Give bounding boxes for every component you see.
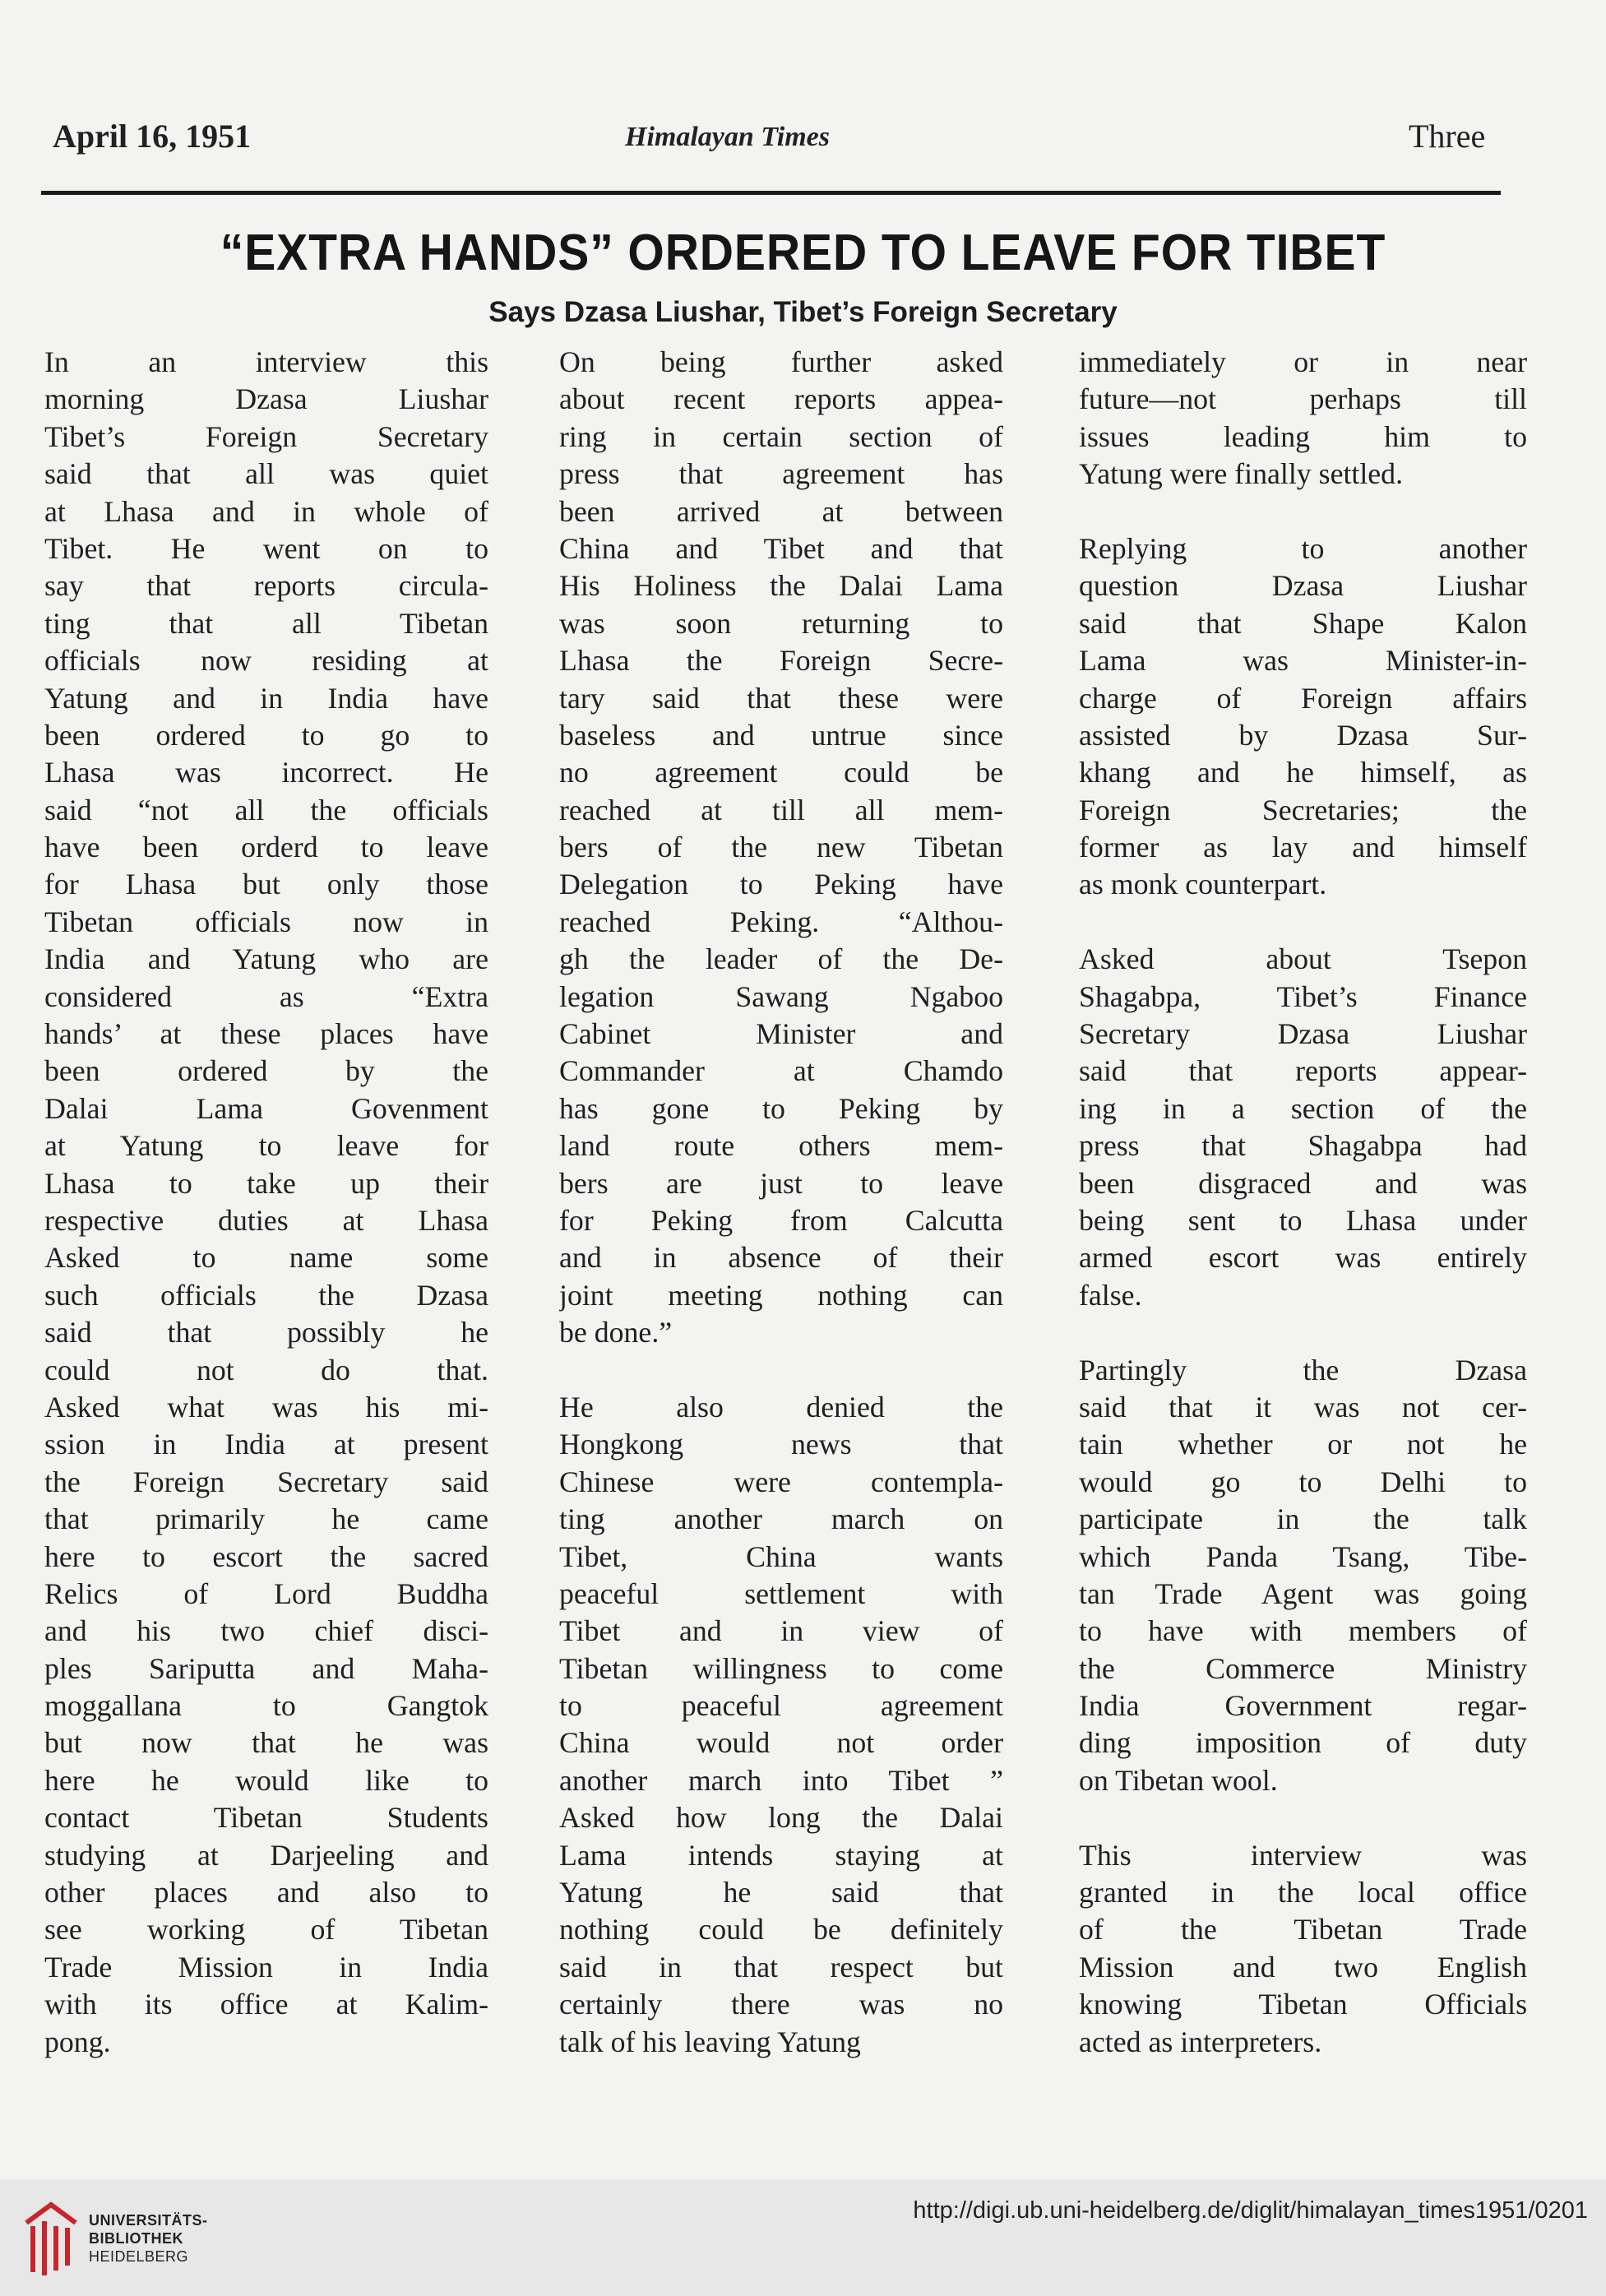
text-line: knowing Tibetan Officials	[1079, 1988, 1527, 2021]
text-line: Lama intends staying at	[559, 1838, 1003, 1872]
text-line: reached at till all mem-	[559, 793, 1003, 826]
text-line: false.	[1079, 1278, 1142, 1312]
text-line: Relics of Lord Buddha	[44, 1576, 488, 1610]
text-line: Yatung he said that	[559, 1876, 1003, 1909]
text-line: been disgraced and was	[1079, 1166, 1527, 1200]
text-line: been arrived at between	[559, 494, 1003, 528]
text-line: officials now residing at	[44, 644, 488, 678]
text-line: said that all was quiet	[44, 457, 488, 491]
text-line: Tibet and in view of	[559, 1614, 1003, 1648]
article-column-2	[559, 344, 1003, 2061]
text-line: and in absence of their	[559, 1241, 1003, 1275]
text-line: In an interview this	[44, 345, 488, 378]
text-line: ring in certain section of	[559, 419, 1003, 453]
text-line: morning Dzasa Liushar	[44, 382, 488, 416]
text-line: charge of Foreign affairs	[1079, 681, 1527, 715]
library-logo-icon	[18, 2198, 81, 2280]
text-line: question Dzasa Liushar	[1079, 569, 1527, 603]
text-line: baseless and untrue since	[559, 718, 1003, 752]
text-line: has gone to Peking by	[559, 1091, 1003, 1125]
text-line: participate in the talk	[1079, 1502, 1527, 1536]
text-line: Foreign Secretaries; the	[1079, 793, 1527, 826]
text-line: Asked how long the Dalai	[559, 1801, 1003, 1835]
text-line: see working of Tibetan	[44, 1913, 488, 1947]
text-line: Hongkong news that	[559, 1428, 1003, 1461]
text-line: He also denied the	[559, 1390, 1003, 1423]
article-column-3	[1079, 344, 1527, 2061]
paragraph-gap	[1079, 1314, 1527, 1351]
text-line: Lama was Minister-in-	[1079, 644, 1527, 678]
text-line: Lhasa to take up their	[44, 1166, 488, 1200]
text-line: Asked about Tsepon	[1079, 942, 1527, 976]
text-line: former as lay and himself	[1079, 831, 1527, 864]
paragraph-gap	[1079, 904, 1527, 941]
text-line: Shagabpa, Tibet’s Finance	[1079, 979, 1527, 1013]
text-line: nothing could be definitely	[559, 1913, 1003, 1947]
text-line: peaceful settlement with	[559, 1576, 1003, 1610]
text-line: talk of his leaving Yatung	[559, 2025, 861, 2058]
text-line: Yatung were finally settled.	[1079, 457, 1404, 491]
text-line: said that possibly he	[44, 1316, 488, 1349]
paragraph-gap	[559, 1352, 1003, 1389]
text-line: Commander at Chamdo	[559, 1054, 1003, 1088]
text-line: Delegation to Peking have	[559, 868, 1003, 901]
text-line: Tibet. He went on to	[44, 531, 488, 565]
text-line: been ordered by the	[44, 1054, 488, 1088]
text-line: tain whether or not he	[1079, 1428, 1527, 1461]
text-line: considered as “Extra	[44, 979, 488, 1013]
text-line: the Foreign Secretary said	[44, 1465, 488, 1498]
text-line: been ordered to go to	[44, 718, 488, 752]
text-line: granted in the local office	[1079, 1876, 1527, 1909]
text-line: said that reports appear-	[1079, 1054, 1527, 1088]
text-line: India Government regar-	[1079, 1689, 1527, 1723]
text-line: Partingly the Dzasa	[1079, 1353, 1527, 1386]
text-line: acted as interpreters.	[1079, 2025, 1322, 2058]
text-line: ples Sariputta and Maha-	[44, 1651, 488, 1685]
text-line: contact Tibetan Students	[44, 1801, 488, 1835]
text-line: that primarily he came	[44, 1502, 488, 1536]
text-line: with its office at Kalim-	[44, 1988, 488, 2021]
text-line: assisted by Dzasa Sur-	[1079, 718, 1527, 752]
text-line: said that it was not cer-	[1079, 1390, 1527, 1423]
text-line: ssion in India at present	[44, 1428, 488, 1461]
text-line: here he would like to	[44, 1763, 488, 1797]
text-line: to peaceful agreement	[559, 1689, 1003, 1723]
text-line: another march into Tibet ”	[559, 1763, 1003, 1797]
text-line: respective duties at Lhasa	[44, 1203, 488, 1237]
text-line: tary said that these were	[559, 681, 1003, 715]
text-line: ting that all Tibetan	[44, 606, 488, 640]
text-line: pong.	[44, 2025, 111, 2058]
text-line: said that Shape Kalon	[1079, 606, 1527, 640]
text-line: was soon returning to	[559, 606, 1003, 640]
footer-bar	[0, 2179, 1606, 2296]
text-line: hands’ at these places have	[44, 1017, 488, 1051]
text-line: ting another march on	[559, 1502, 1003, 1536]
issue-date: April 16, 1951	[53, 118, 252, 155]
page-number: Three	[1409, 118, 1486, 155]
text-line: ing in a section of the	[1079, 1091, 1527, 1125]
text-line: This interview was	[1079, 1838, 1527, 1872]
text-line: being sent to Lhasa under	[1079, 1203, 1527, 1237]
text-line: bers of the new Tibetan	[559, 831, 1003, 864]
text-line: would go to Delhi to	[1079, 1465, 1527, 1498]
text-line: Chinese were contempla-	[559, 1465, 1003, 1498]
text-line: for Lhasa but only those	[44, 868, 488, 901]
text-line: bers are just to leave	[559, 1166, 1003, 1200]
text-line: which Panda Tsang, Tibe-	[1079, 1539, 1527, 1573]
text-line: tan Trade Agent was going	[1079, 1576, 1527, 1610]
text-line: of the Tibetan Trade	[1079, 1913, 1527, 1947]
text-line: Asked to name some	[44, 1241, 488, 1275]
text-line: no agreement could be	[559, 756, 1003, 789]
source-url-link[interactable]: http://digi.ub.uni-heidelberg.de/diglit/himalayan_times1951/0201	[913, 2197, 1588, 2224]
text-line: to have with members of	[1079, 1614, 1527, 1648]
text-line: as monk counterpart.	[1079, 868, 1327, 901]
text-line: be done.”	[559, 1316, 673, 1349]
text-line: Lhasa the Foreign Secre-	[559, 644, 1003, 678]
library-name-line-2: BIBLIOTHEK	[89, 2230, 183, 2247]
masthead: Himalayan Times	[625, 122, 831, 152]
text-line: land route others mem-	[559, 1129, 1003, 1163]
text-line: Replying to another	[1079, 531, 1527, 565]
text-line: joint meeting nothing can	[559, 1278, 1003, 1312]
text-line: gh the leader of the De-	[559, 942, 1003, 976]
text-line: Asked what was his mi-	[44, 1390, 488, 1423]
text-line: issues leading him to	[1079, 419, 1527, 453]
text-line: legation Sawang Ngaboo	[559, 979, 1003, 1013]
text-line: said “not all the officials	[44, 793, 488, 826]
text-line: for Peking from Calcutta	[559, 1203, 1003, 1237]
text-line: on Tibetan wool.	[1079, 1763, 1278, 1797]
text-line: have been orderd to leave	[44, 831, 488, 864]
text-line: Yatung and in India have	[44, 681, 488, 715]
text-line: other places and also to	[44, 1876, 488, 1909]
text-line: but now that he was	[44, 1726, 488, 1760]
text-line: China would not order	[559, 1726, 1003, 1760]
text-line: future—not perhaps till	[1079, 382, 1527, 416]
text-line: India and Yatung who are	[44, 942, 488, 976]
text-line: about recent reports appea-	[559, 382, 1003, 416]
text-line: here to escort the sacred	[44, 1539, 488, 1573]
text-line: at Yatung to leave for	[44, 1129, 488, 1163]
subheadline: Says Dzasa Liushar, Tibet’s Foreign Secretary	[488, 296, 1118, 328]
text-line: moggallana to Gangtok	[44, 1689, 488, 1723]
header-rule	[41, 191, 1501, 195]
text-line: press that Shagabpa had	[1079, 1129, 1527, 1163]
text-line: immediately or in near	[1079, 345, 1527, 378]
library-name-line-1: UNIVERSITÄTS-	[89, 2212, 208, 2229]
text-line: Lhasa was incorrect. He	[44, 756, 488, 789]
text-line: On being further asked	[559, 345, 1003, 378]
text-line: say that reports circula-	[44, 569, 488, 603]
text-line: Trade Mission in India	[44, 1950, 488, 1984]
text-line: His Holiness the Dalai Lama	[559, 569, 1003, 603]
library-name-line-3: HEIDELBERG	[89, 2248, 189, 2265]
text-line: such officials the Dzasa	[44, 1278, 488, 1312]
text-line: studying at Darjeeling and	[44, 1838, 488, 1872]
text-line: press that agreement has	[559, 457, 1003, 491]
text-line: said in that respect but	[559, 1950, 1003, 1984]
text-line: Tibetan officials now in	[44, 905, 488, 938]
text-line: khang and he himself, as	[1079, 756, 1527, 789]
paragraph-gap	[1079, 1799, 1527, 1836]
text-line: Tibet’s Foreign Secretary	[44, 419, 488, 453]
text-line: and his two chief disci-	[44, 1614, 488, 1648]
text-line: China and Tibet and that	[559, 531, 1003, 565]
text-line: Secretary Dzasa Liushar	[1079, 1017, 1527, 1051]
text-line: armed escort was entirely	[1079, 1241, 1527, 1275]
text-line: reached Peking. “Althou-	[559, 905, 1003, 938]
headline: “EXTRA HANDS” ORDERED TO LEAVE FOR TIBET	[220, 225, 1386, 281]
text-line: could not do that.	[44, 1353, 488, 1386]
text-line: the Commerce Ministry	[1079, 1651, 1527, 1685]
text-line: ding imposition of duty	[1079, 1726, 1527, 1760]
text-line: Dalai Lama Govenment	[44, 1091, 488, 1125]
text-line: at Lhasa and in whole of	[44, 494, 488, 528]
text-line: certainly there was no	[559, 1988, 1003, 2021]
paragraph-gap	[1079, 493, 1527, 530]
text-line: Mission and two English	[1079, 1950, 1527, 1984]
text-line: Cabinet Minister and	[559, 1017, 1003, 1051]
text-line: Tibetan willingness to come	[559, 1651, 1003, 1685]
article-column-1	[44, 344, 488, 2061]
text-line: Tibet, China wants	[559, 1539, 1003, 1573]
